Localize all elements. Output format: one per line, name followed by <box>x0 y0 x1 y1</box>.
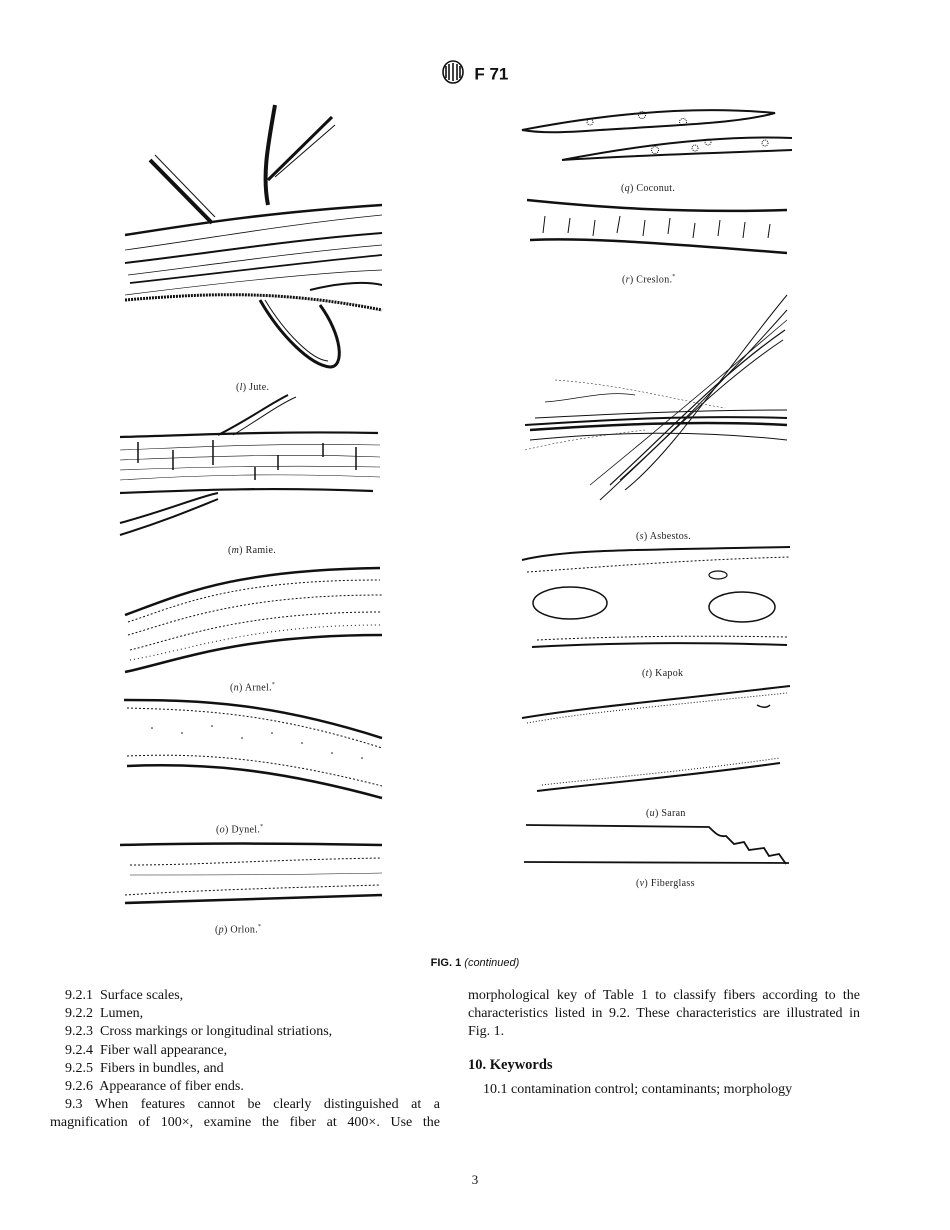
caption-arnel: (n) Arnel.* <box>230 682 276 694</box>
figure-orlon <box>120 840 385 910</box>
designation: F 71 <box>474 64 509 84</box>
caption-coconut: (q) Coconut. <box>621 183 676 194</box>
figure-dynel <box>122 698 387 808</box>
astm-logo-icon <box>442 60 464 89</box>
caption-dynel: (o) Dynel.* <box>216 824 264 836</box>
figure-jute <box>120 105 385 375</box>
page-number: 3 <box>471 1172 479 1187</box>
figure-asbestos <box>525 290 790 515</box>
caption-orlon: (p) Orlon.* <box>215 924 262 936</box>
list-item-9-2-3: 9.2.3 Cross markings or longitudinal striations, <box>65 1024 333 1040</box>
figure-arnel <box>120 560 385 675</box>
caption-jute: (l) Jute. <box>236 382 270 393</box>
list-item-9-2-5: 9.2.5 Fibers in bundles, and <box>65 1060 224 1076</box>
list-item-9-2-1: 9.2.1 Surface scales, <box>65 988 184 1003</box>
document-header <box>0 60 950 89</box>
list-item-9-2-2: 9.2.2 Lumen, <box>65 1006 144 1022</box>
figure-caption: FIG. 1 (continued) <box>430 957 520 969</box>
figure-kapok <box>522 545 792 650</box>
paragraph-9-3-continued: morphological key of Table 1 to classify fibers according to the characteristics listed in 9.2. These characteristics are illustrated in Fig. 1. <box>468 988 860 1040</box>
caption-asbestos: (s) Asbestos. <box>636 531 692 542</box>
caption-kapok: (t) Kapok <box>642 668 684 679</box>
left-column <box>50 987 440 1133</box>
list-item-9-2-6: 9.2.6 Appearance of fiber ends. <box>65 1079 244 1095</box>
caption-saran: (u) Saran <box>646 808 686 819</box>
caption-fiberglass: (v) Fiberglass <box>636 878 695 889</box>
figure-ramie <box>118 395 388 535</box>
right-column <box>468 987 860 1099</box>
figure-creslon <box>525 198 790 258</box>
paragraph-10-1: 10.1 contamination control; contaminants; morphology <box>483 1081 793 1097</box>
figure-saran <box>522 683 792 798</box>
caption-creslon: (r) Creslon.* <box>622 274 676 286</box>
paragraph-9-3: 9.3 When features cannot be clearly distinguished at a magnification of 100×, examine the fiber at 400×. Use the <box>50 1097 440 1131</box>
figure-fiberglass <box>524 822 794 867</box>
caption-ramie: (m) Ramie. <box>228 545 277 556</box>
section-heading-keywords: 10. Keywords <box>468 1056 553 1073</box>
figure-coconut <box>520 105 795 165</box>
list-item-9-2-4: 9.2.4 Fiber wall appearance, <box>65 1042 228 1058</box>
